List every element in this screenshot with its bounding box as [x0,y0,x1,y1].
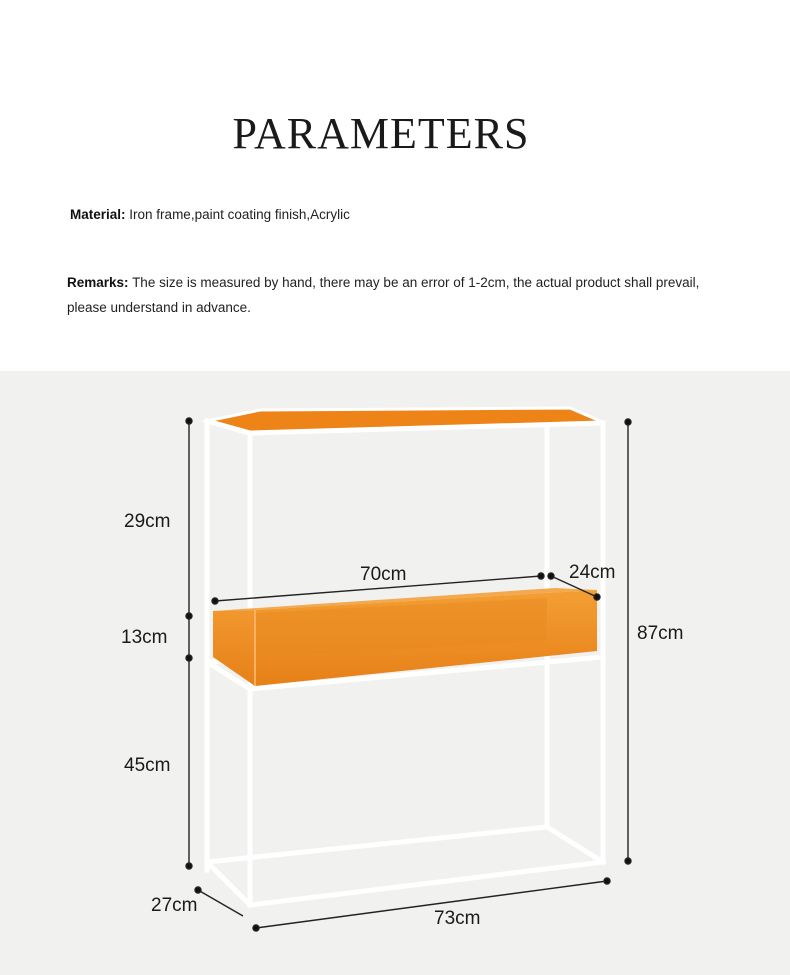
shelf-depth-label: 24cm [569,562,616,583]
dim-dot [625,858,631,864]
dim-dot [186,418,192,424]
lower-height-label: 45cm [124,755,171,776]
dim-dot [604,878,610,884]
dim-dot [538,573,544,579]
dim-dot [186,613,192,619]
material-label: Material: [70,207,126,222]
dim-dot [253,925,259,931]
remarks-label: Remarks: [67,275,129,290]
page-title: PARAMETERS [232,109,530,158]
remarks-value: The size is measured by hand, there may be an error of 1-2cm, the actual product shall prevail, please understand in advance. [67,275,700,315]
frame-bottom-back [207,827,603,862]
base-width-label: 73cm [434,908,481,929]
product-dimension-figure [0,371,790,975]
dim-dot [212,598,218,604]
dim-dot [548,573,554,579]
dim-dot [625,419,631,425]
upper-height-label: 29cm [124,511,171,532]
material-value: Iron frame,paint coating finish,Acrylic [129,207,350,222]
frame-bottom-rim [207,862,603,905]
base-depth-label: 27cm [151,895,198,916]
dim-dot [186,863,192,869]
dim-dot [594,594,600,600]
shelf-width-label: 70cm [360,564,407,585]
dim-dot [186,655,192,661]
dim-dot [195,887,201,893]
material-line [70,202,350,227]
base-width-dimension-line [256,881,607,928]
remarks-line [67,270,737,320]
shelf-height-label: 13cm [121,627,168,648]
product-drawing [0,371,790,975]
total-height-label: 87cm [637,623,684,644]
